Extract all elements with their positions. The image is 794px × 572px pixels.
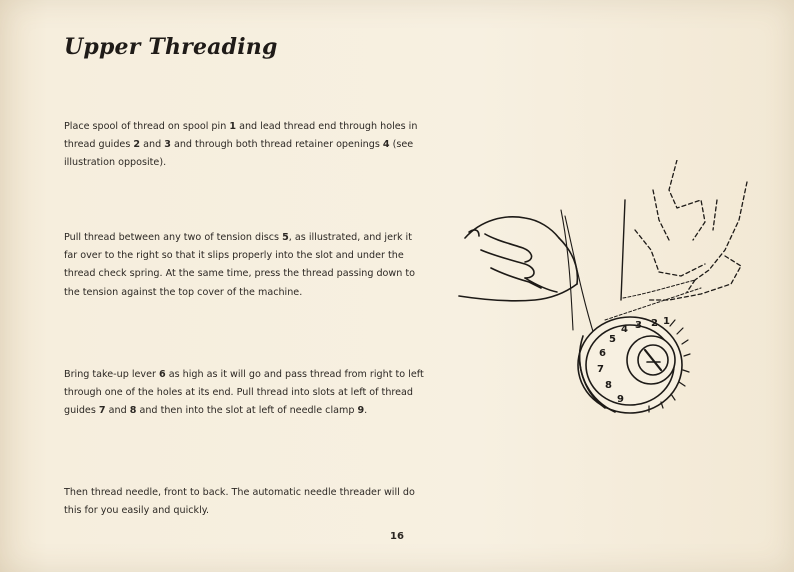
thread-line-4 — [605, 288, 701, 320]
paragraph-text: and — [140, 139, 165, 151]
paragraph-text: Pull thread between any two of tension discs — [64, 232, 283, 243]
hand-solid-outline — [459, 217, 577, 301]
dial-number: 8 — [605, 380, 612, 391]
paragraph-text: (see illustration opposite). — [64, 139, 414, 169]
dial-number: 2 — [651, 318, 658, 329]
dial-number: 4 — [621, 324, 628, 335]
hand-dashed-outline — [635, 160, 747, 300]
dial-number: 1 — [663, 316, 670, 327]
page-title: Upper Threading — [64, 34, 278, 60]
part-number: 9 — [357, 405, 365, 417]
part-number: 7 — [98, 405, 106, 417]
tension-dial-illustration — [455, 160, 765, 430]
needle — [621, 200, 625, 300]
part-number: 4 — [382, 139, 390, 151]
paragraph-text: and lead thread end through holes in thread guides — [64, 121, 418, 151]
paragraph-text: and — [105, 405, 130, 417]
paragraph-text: . — [364, 405, 368, 417]
paragraph-text: , as illustrated, and jerk it far over to the right so that it slips properly into the slot and under the thread check spring. At the same time, press the thread passing down to the tension against the top cover of the machine. — [64, 232, 416, 298]
tension-dial — [578, 317, 690, 413]
paragraph-text: Bring take-up lever — [64, 369, 159, 380]
part-number: 6 — [159, 369, 166, 380]
paragraph-text: and through both thread retainer openings — [170, 139, 383, 151]
part-number: 8 — [129, 405, 137, 417]
thread-line — [561, 210, 573, 330]
part-number: 3 — [164, 139, 171, 151]
dial-number: 5 — [609, 334, 616, 345]
paragraph-take-up-lever — [64, 366, 424, 421]
thread-line-3 — [623, 280, 695, 298]
paragraph-text: Place spool of thread on spool pin — [64, 121, 230, 132]
part-number: 2 — [133, 139, 141, 151]
paragraph-text: as high as it will go and pass thread from right to left through one of the holes at its end. Pull thread into slots at left of thread guides — [64, 369, 424, 417]
paragraph-text: and then into the slot at left of needle clamp — [136, 405, 358, 417]
dial-number: 6 — [599, 348, 606, 359]
dial-number: 9 — [617, 394, 624, 405]
paragraph-needle — [64, 484, 424, 520]
part-number: 1 — [229, 121, 237, 132]
paragraph-text: Then thread needle, front to back. The automatic needle threader will do this for you easily and quickly. — [64, 487, 415, 517]
paragraph-spool — [64, 118, 424, 173]
dial-number: 3 — [635, 320, 642, 331]
dial-number: 7 — [597, 364, 604, 375]
page-number: 16 — [390, 531, 404, 542]
paragraph-tension — [64, 229, 424, 302]
part-number: 5 — [282, 232, 289, 243]
